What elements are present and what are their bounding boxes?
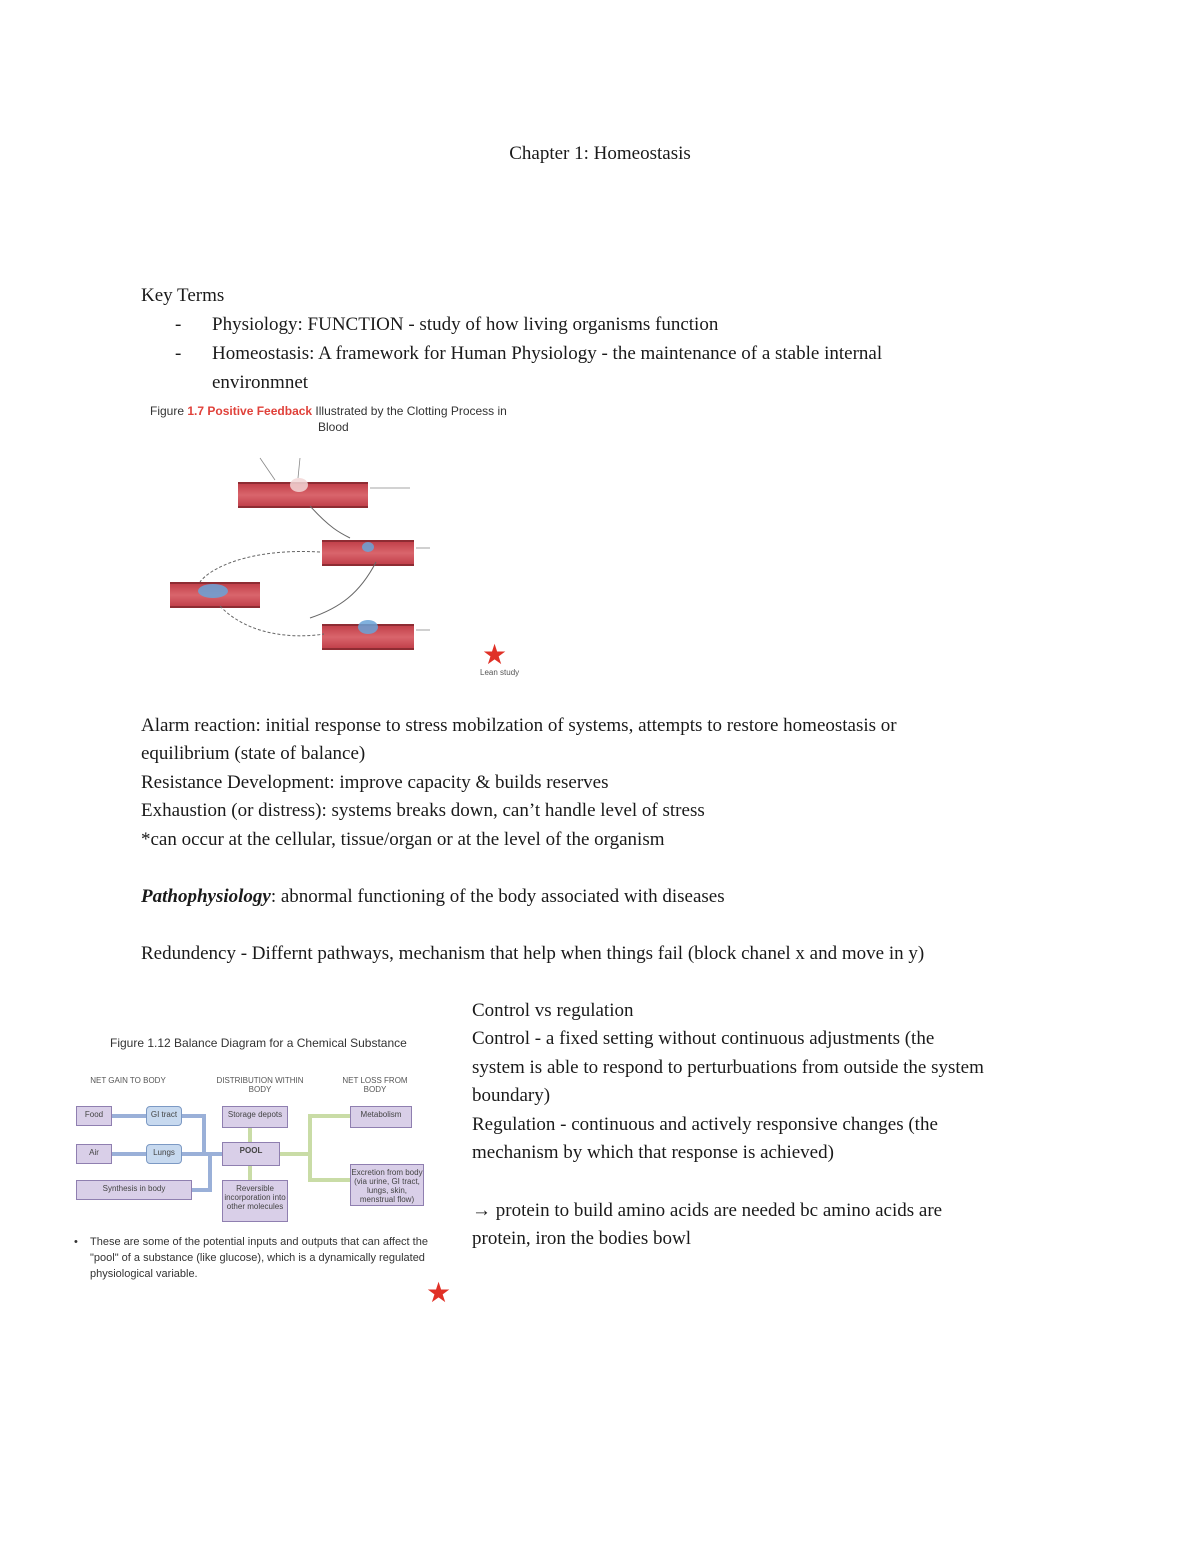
connector-line [192,1154,210,1190]
arrow-path [220,606,324,636]
column-header: NET GAIN TO BODY [90,1076,166,1085]
figure-positive-feedback [140,398,520,680]
input-box: Air [76,1144,112,1164]
figure-balance-diagram [70,1030,460,1310]
pathophysiology-term: Pathophysiology [141,886,271,907]
leader-line [260,458,275,480]
arrow-path [200,551,320,582]
connector-line [280,1116,350,1180]
arrow-path [310,562,376,618]
bullet-dash: - [175,343,182,364]
figure-title-line2: Blood [318,420,349,434]
stress-note: *can occur at the cellular, tissue/organ or at the level of the organism [141,829,665,850]
alarm-reaction-line-cont: equilibrium (state of balance) [141,743,366,764]
output-box: Metabolism [350,1106,412,1128]
key-term-text: Homeostasis: A framework for Human Physiology - the maintenance of a stable internal [212,343,883,364]
star-label: Lean study [480,668,520,677]
bullet-dash: - [175,314,182,335]
figure-title-rest: Illustrated by the Clotting Process in [312,404,507,418]
protein-line-cont: protein, iron the bodies bowl [472,1228,691,1249]
storage-box: Storage depots [222,1106,288,1128]
page-title: Chapter 1: Homeostasis [509,143,691,164]
star-icon: ★ [482,640,508,671]
column-header: DISTRIBUTION WITHIN BODY [216,1076,304,1094]
control-line: Control - a fixed setting without continuous adjustments (the [472,1028,935,1049]
key-term-item [0,311,1200,340]
pathophysiology-definition: : abnormal functioning of the body associated with diseases [270,886,725,907]
control-line: boundary) [472,1085,551,1106]
pool-box: POOL [222,1142,280,1166]
input-box: Synthesis in body [76,1180,192,1200]
input-box: Food [76,1106,112,1126]
figure-title-prefix: Figure [150,404,188,418]
regulation-line: Regulation - continuous and actively responsive changes (the [472,1114,938,1135]
pathophysiology-line [141,883,725,912]
resistance-line: Resistance Development: improve capacity & builds reserves [141,772,609,793]
incorporation-box: Reversible incorporation into other molecules [222,1180,288,1222]
output-box: Excretion from body (via urine, GI tract, lungs, skin, menstrual flow) [350,1164,424,1206]
alarm-reaction-line: Alarm reaction: initial response to stress mobilzation of systems, attempts to restore homeostasis or [141,715,897,736]
regulation-line: mechanism by which that response is achieved) [472,1142,834,1163]
feedback-arrows [140,398,520,680]
star-icon: ★ [426,1278,452,1309]
control-line: system is able to respond to perturbuations from outside the system [472,1057,984,1078]
figure-title-number: 1.7 Positive Feedback [187,404,313,418]
redundancy-line: Redundency - Differnt pathways, mechanism that help when things fail (block chanel x and move in y) [141,943,925,964]
organ-box: Lungs [146,1144,182,1164]
exhaustion-line: Exhaustion (or distress): systems breaks down, can’t handle level of stress [141,800,705,821]
figure-bullet-text: These are some of the potential inputs and outputs that can affect the "pool" of a substance (like glucose), which is a dynamically regulated physiological variable. [90,1236,428,1280]
column-header: NET LOSS FROM BODY [342,1076,408,1094]
key-terms-heading: Key Terms [141,285,225,306]
key-term-text-cont: environmnet [212,371,309,393]
key-term-text: Physiology: FUNCTION - study of how living organisms function [212,314,719,335]
organ-box: GI tract [146,1106,182,1126]
protein-line: → protein to build amino acids are needed bc amino acids are [472,1200,943,1221]
bullet-dot: • [74,1236,78,1248]
arrow-path [310,506,350,538]
figure-title: Figure 1.12 Balance Diagram for a Chemical Substance [110,1036,407,1050]
figure-bullet [74,1234,434,1282]
key-term-item [0,340,1200,398]
leader-line [298,458,300,478]
control-heading: Control vs regulation [472,1000,634,1021]
